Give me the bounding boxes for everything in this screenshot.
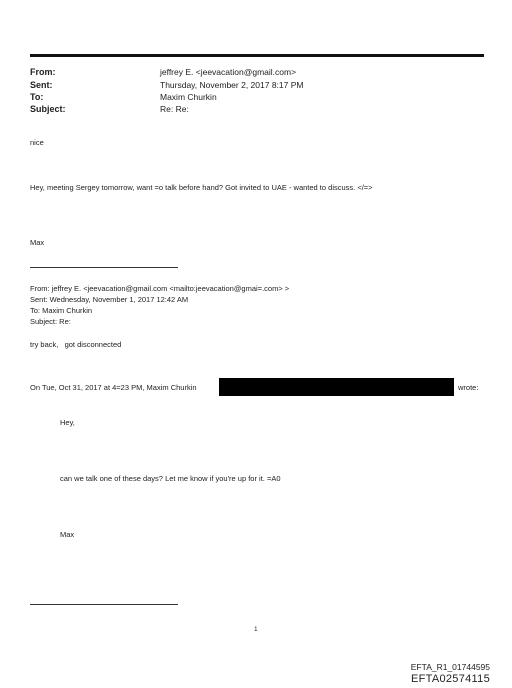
quoted-greeting: Hey, <box>60 418 75 427</box>
reply-text-nice: nice <box>30 138 44 147</box>
from-value: jeffrey E. <jeevacation@gmail.com> <box>160 67 297 77</box>
quoted-subject: Subject: Re: <box>30 317 71 326</box>
bates-number-primary: EFTA_R1_01744595 <box>410 662 490 672</box>
subject-value: Re: Re: <box>160 104 189 114</box>
to-value: Maxim Churkin <box>160 92 217 102</box>
quoted-message: can we talk one of these days? Let me know if you're up for it. =A0 <box>60 474 281 483</box>
attribution-wrote: wrote: <box>458 383 479 392</box>
page-number: 1 <box>254 626 258 633</box>
sent-label: Sent: <box>30 80 53 90</box>
bates-number-secondary: EFTA02574115 <box>410 673 490 685</box>
reply-text-try-back: try back, got disconnected <box>30 340 122 349</box>
redaction-box <box>219 378 454 396</box>
attribution-line: On Tue, Oct 31, 2017 at 4=23 PM, Maxim Churkin <box>30 383 197 392</box>
sent-value: Thursday, November 2, 2017 8:17 PM <box>160 80 304 90</box>
header-top-rule <box>30 54 484 57</box>
subject-label: Subject: <box>30 104 66 114</box>
from-label: From: <box>30 67 56 77</box>
quoted-signature-max: Max <box>60 530 75 539</box>
quote-separator-1 <box>30 267 178 268</box>
signature-max: Max <box>30 238 45 247</box>
quoted-sent: Sent: Wednesday, November 1, 2017 12:42 AM <box>30 295 189 304</box>
quote-separator-2 <box>30 604 178 605</box>
to-label: To: <box>30 92 44 102</box>
message-text: Hey, meeting Sergey tomorrow, want =o talk before hand? Got invited to UAE - wanted to discuss. </=> <box>30 183 373 192</box>
quoted-to: To: Maxim Churkin <box>30 306 93 315</box>
quoted-from: From: jeffrey E. <jeevacation@gmail.com <mailto:jeevacation@gmai=.com> > <box>30 284 290 293</box>
